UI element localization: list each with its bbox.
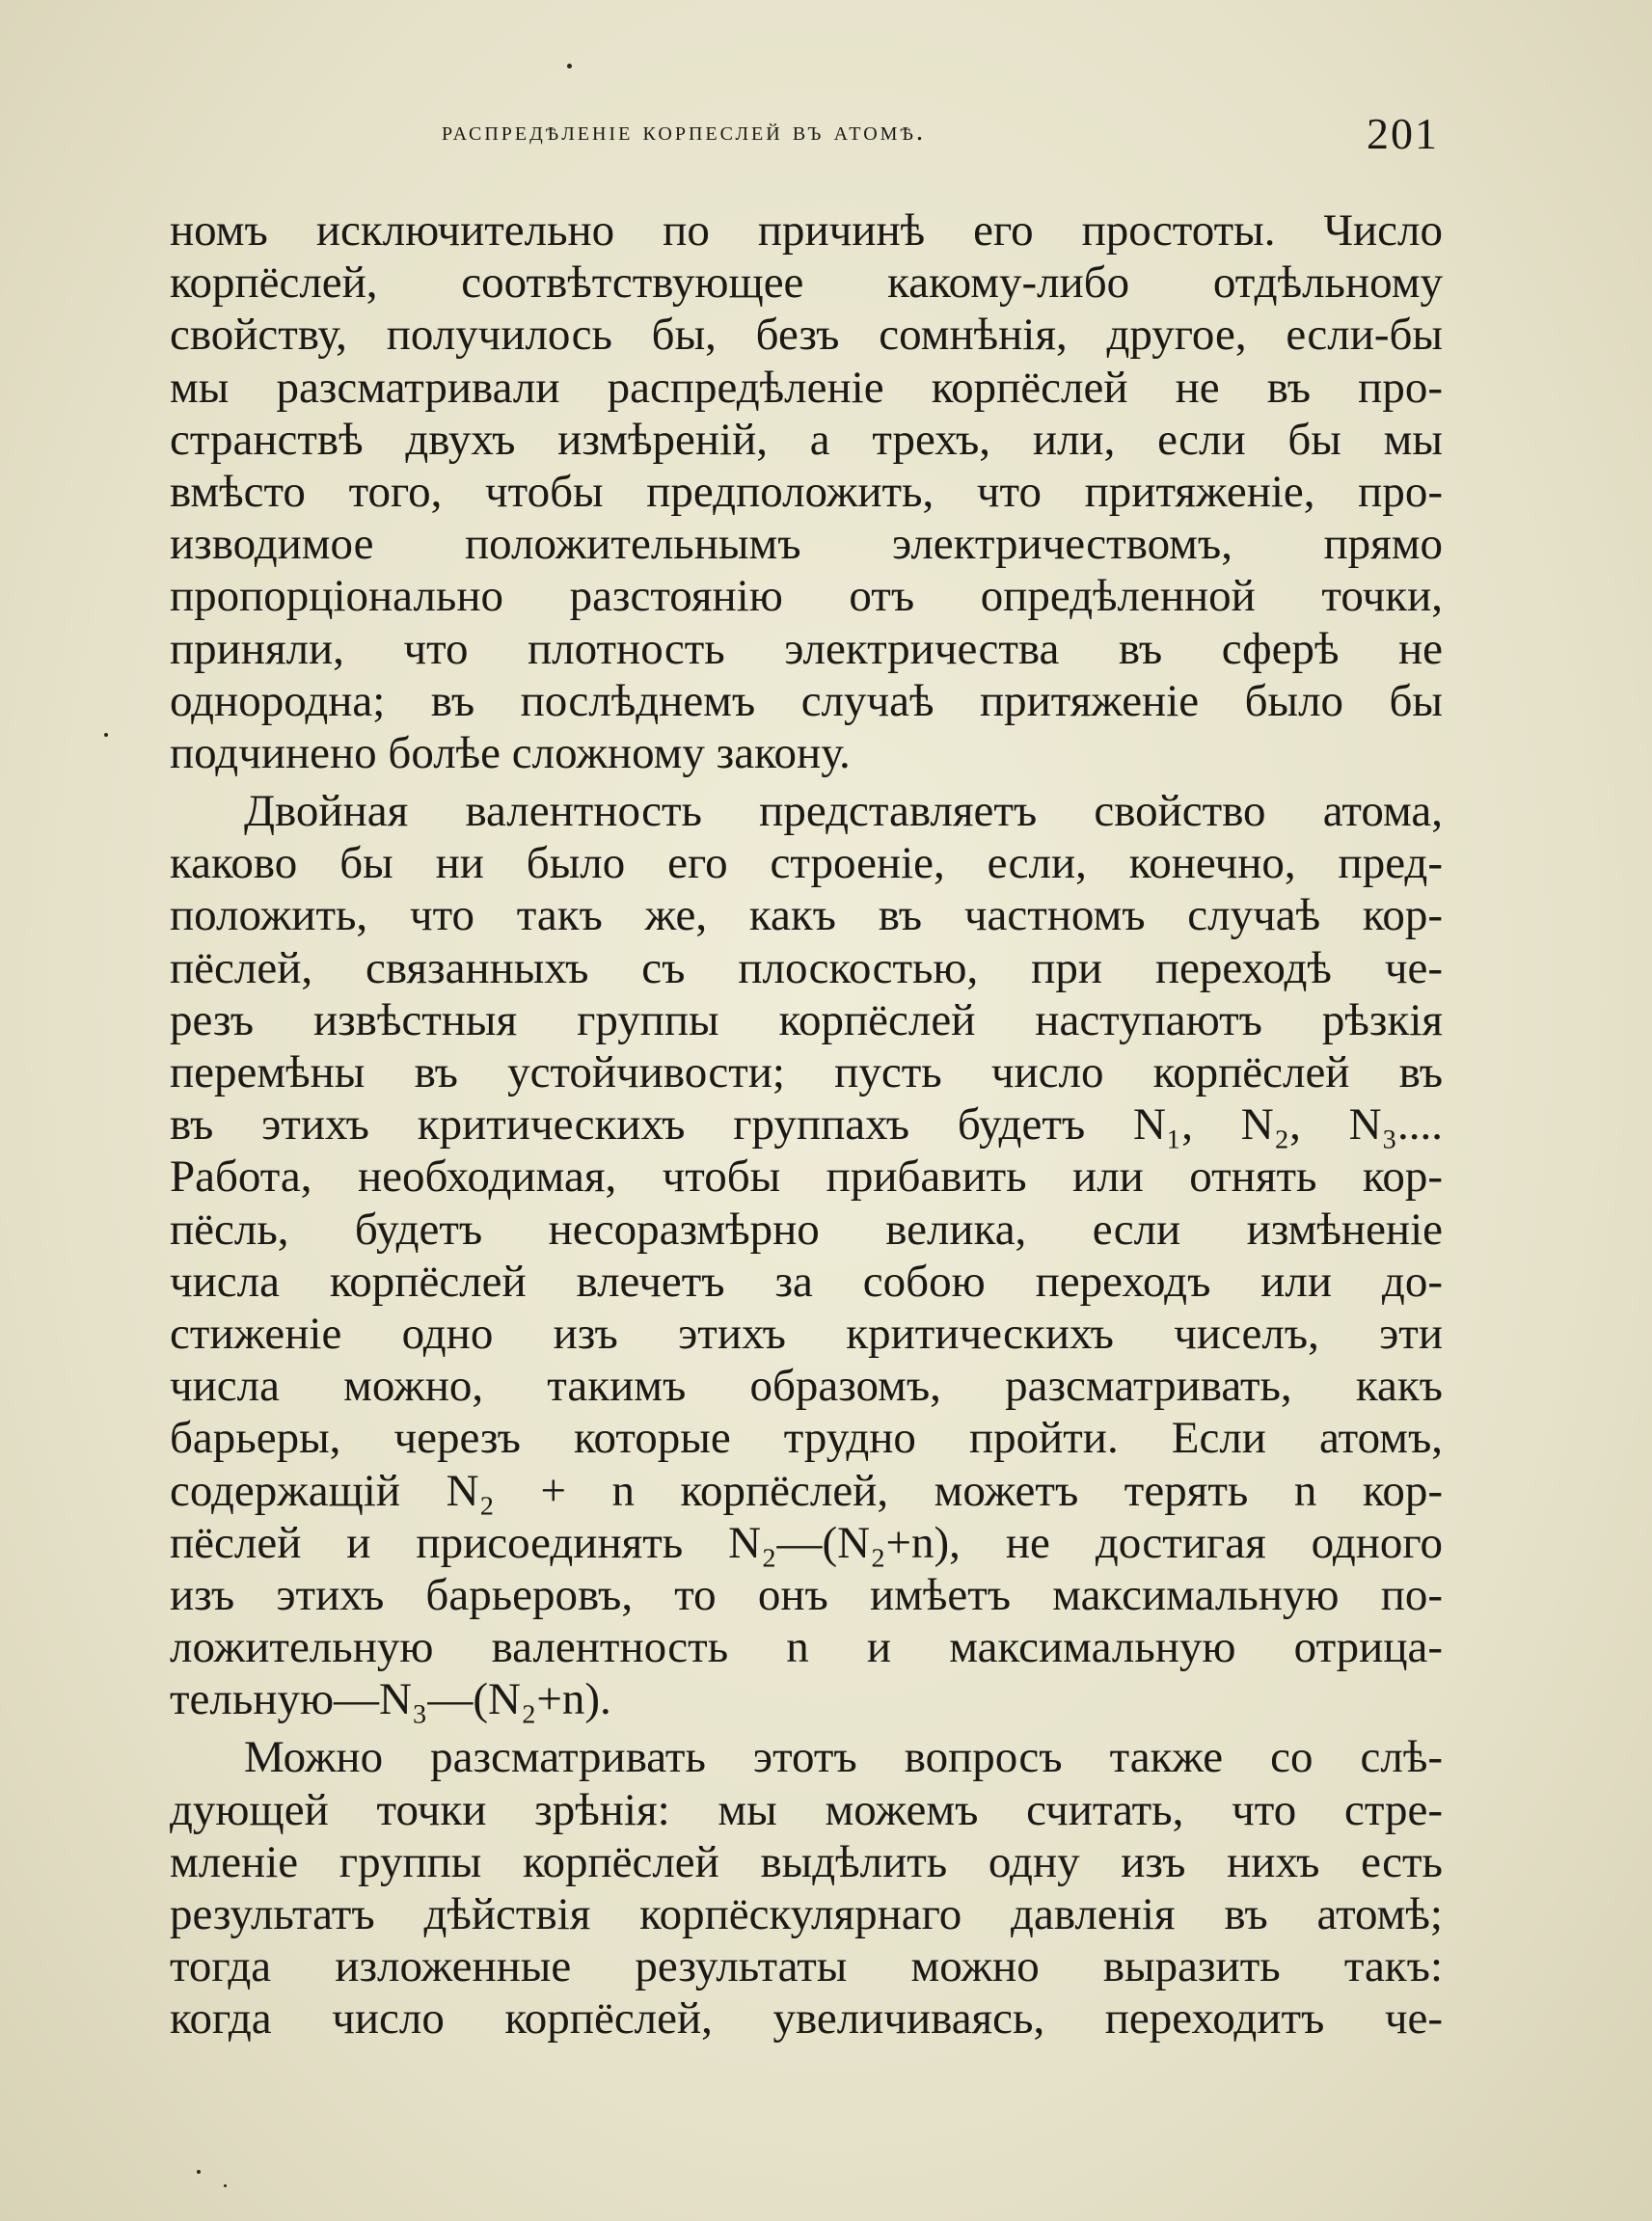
text-line: пропорціонально разстоянію отъ опредѣленной точки, — [170, 571, 1443, 622]
text-line: результатъ дѣйствія корпёскулярнаго давленія въ атомѣ; — [170, 1889, 1443, 1939]
text-line: резъ извѣстныя группы корпёслей наступаютъ рѣзкія — [170, 994, 1443, 1045]
text-line: пёслей и присоединять N₂—(N₂+n), не достигая одного — [170, 1517, 1443, 1568]
text-line: барьеры, черезъ которые трудно пройти. Если атомъ, — [170, 1413, 1443, 1464]
text-line: корпёслей, соотвѣтствующее какому-либо отдѣльному — [170, 257, 1443, 309]
text-line: вмѣсто того, чтобы предположить, что притяженіе, про- — [170, 466, 1443, 517]
page-number: 201 — [1367, 109, 1439, 158]
text-line: Работа, необходимая, чтобы прибавить или отнять кор- — [170, 1151, 1443, 1203]
text-line: приняли, что плотность электричества въ сферѣ не — [170, 623, 1443, 674]
text-line: числа можно, такимъ образомъ, разсматривать, какъ — [170, 1361, 1443, 1412]
text-line: когда число корпёслей, увеличиваясь, переходитъ че- — [170, 1993, 1443, 2045]
text-line: изъ этихъ барьеровъ, то онъ имѣетъ максимальную по- — [170, 1569, 1443, 1620]
text-line: содержащій N₂ + n корпёслей, можетъ терять n кор- — [170, 1465, 1443, 1516]
text-line: подчинено болѣе сложному закону. — [170, 727, 851, 778]
text-line: Можно разсматривать этотъ вопросъ также со слѣ- — [244, 1732, 1443, 1783]
paper-speck — [567, 64, 572, 68]
body-text — [170, 204, 1443, 2045]
paper-speck — [104, 733, 108, 737]
text-line: ложительную валентность n и максимальную отрица- — [170, 1622, 1443, 1673]
text-line: Двойная валентность представляетъ свойство атома, — [244, 786, 1443, 837]
text-line: числа корпёслей влечетъ за собою переходъ или до- — [170, 1256, 1443, 1307]
text-line: перемѣны въ устойчивости; пусть число корпёслей въ — [170, 1047, 1443, 1097]
text-line: мленіе группы корпёслей выдѣлить одну изъ нихъ есть — [170, 1836, 1443, 1887]
paper-speck — [224, 2184, 227, 2187]
text-line: тогда изложенные результаты можно выразить такъ: — [170, 1941, 1443, 1992]
running-title: распредѣленіе корпеслей въ атомѣ. — [442, 116, 927, 147]
text-line: дующей точки зрѣнія: мы можемъ считать, что стре- — [170, 1784, 1443, 1835]
text-line: пёсль, будетъ несоразмѣрно велика, если измѣненіе — [170, 1204, 1443, 1255]
text-line: стиженіе одно изъ этихъ критическихъ чиселъ, эти — [170, 1308, 1443, 1359]
text-line: однородна; въ послѣднемъ случаѣ притяженіе было бы — [170, 675, 1443, 726]
text-line: пёслей, связанныхъ съ плоскостью, при переходѣ че- — [170, 942, 1443, 993]
text-line: мы разсматривали распредѣленіе корпёслей не въ про- — [170, 362, 1443, 413]
text-line: въ этихъ критическихъ группахъ будетъ N₁, N₂, N₃.... — [170, 1099, 1443, 1151]
text-line: свойству, получилось бы, безъ сомнѣнія, другое, если-бы — [170, 310, 1443, 361]
text-line: изводимое положительнымъ электричествомъ, прямо — [170, 519, 1443, 570]
text-line: странствѣ двухъ измѣреній, а трехъ, или, если бы мы — [170, 414, 1443, 465]
text-line: тельную—N₃—(N₂+n). — [170, 1674, 611, 1725]
text-line: положить, что такъ же, какъ въ частномъ случаѣ кор- — [170, 890, 1443, 941]
text-line: каково бы ни было его строеніе, если, конечно, пред- — [170, 838, 1443, 889]
paper-speck — [197, 2170, 201, 2174]
text-line: номъ исключительно по причинѣ его простоты. Число — [170, 205, 1443, 256]
